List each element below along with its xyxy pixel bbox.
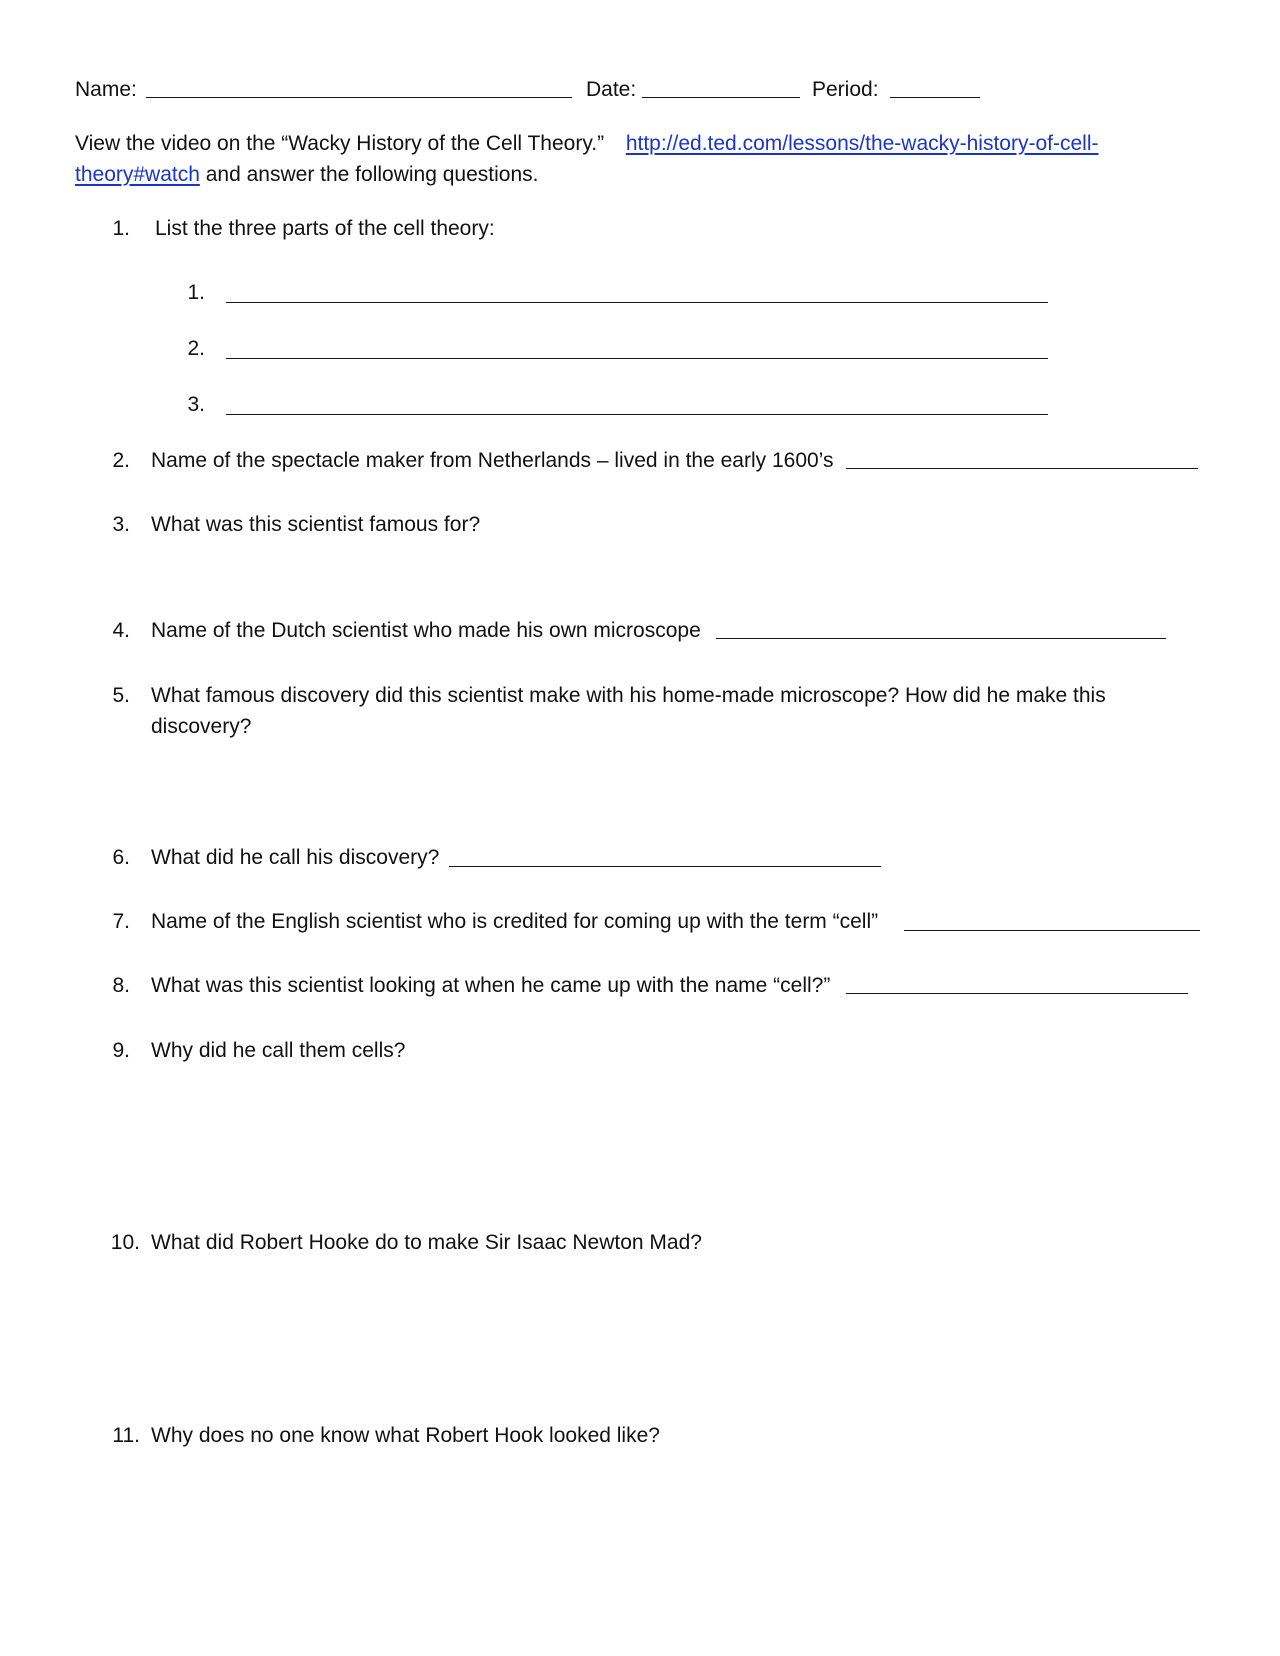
subitem-2-blank[interactable] [226, 358, 1048, 359]
intro-text: View the video on the “Wacky History of the Cell Theory.” [75, 132, 605, 155]
question-5-text-cont: discovery? [151, 715, 252, 738]
question-7-number: 7. [112, 910, 130, 933]
intro-line-2 [75, 162, 538, 188]
name-blank[interactable] [146, 97, 572, 98]
name-label: Name: [75, 78, 137, 101]
question-1-number: 1. [112, 217, 130, 240]
video-link-part1[interactable]: http://ed.ted.com/lessons/the-wacky-history-of-cell- [625, 132, 1099, 155]
question-4-text: Name of the Dutch scientist who made his own microscope [151, 619, 701, 642]
question-10-number: 10. [110, 1231, 140, 1254]
question-11-number: 11. [112, 1424, 140, 1447]
date-blank[interactable] [642, 97, 800, 98]
question-4-blank[interactable] [716, 638, 1166, 639]
question-2-number: 2. [112, 449, 130, 472]
question-8-number: 8. [112, 974, 130, 997]
intro-line-1 [75, 131, 1099, 157]
question-6-text: What did he call his discovery? [151, 846, 440, 869]
period-blank[interactable] [890, 97, 980, 98]
intro-text-after: and answer the following questions. [205, 163, 539, 186]
question-5-number: 5. [112, 684, 130, 707]
question-9-number: 9. [112, 1039, 130, 1062]
subitem-2-number: 2. [187, 337, 205, 360]
question-6-number: 6. [112, 846, 130, 869]
question-4-number: 4. [112, 619, 130, 642]
question-2-blank[interactable] [846, 468, 1198, 469]
subitem-3-blank[interactable] [226, 414, 1048, 415]
question-5-text: What famous discovery did this scientist make with his home-made microscope? How did he make this [151, 684, 1106, 707]
question-8-text: What was this scientist looking at when he came up with the name “cell?” [151, 974, 831, 997]
question-6-blank[interactable] [449, 866, 881, 867]
date-label: Date: [586, 78, 637, 101]
subitem-1-number: 1. [187, 281, 205, 304]
period-label: Period: [812, 78, 879, 101]
question-3-text: What was this scientist famous for? [151, 513, 481, 536]
question-2-text: Name of the spectacle maker from Netherlands – lived in the early 1600’s [151, 449, 834, 472]
subitem-1-blank[interactable] [226, 302, 1048, 303]
question-3-number: 3. [112, 513, 130, 536]
question-8-blank[interactable] [846, 993, 1188, 994]
video-link-part2[interactable]: theory#watch [75, 163, 200, 186]
question-7-blank[interactable] [904, 930, 1200, 931]
question-11-text: Why does no one know what Robert Hook looked like? [151, 1424, 660, 1447]
subitem-3-number: 3. [187, 393, 205, 416]
question-10-text: What did Robert Hooke do to make Sir Isaac Newton Mad? [151, 1231, 702, 1254]
question-9-text: Why did he call them cells? [151, 1039, 406, 1062]
question-7-text: Name of the English scientist who is credited for coming up with the term “cell” [151, 910, 879, 933]
question-1-text: List the three parts of the cell theory: [155, 217, 495, 240]
